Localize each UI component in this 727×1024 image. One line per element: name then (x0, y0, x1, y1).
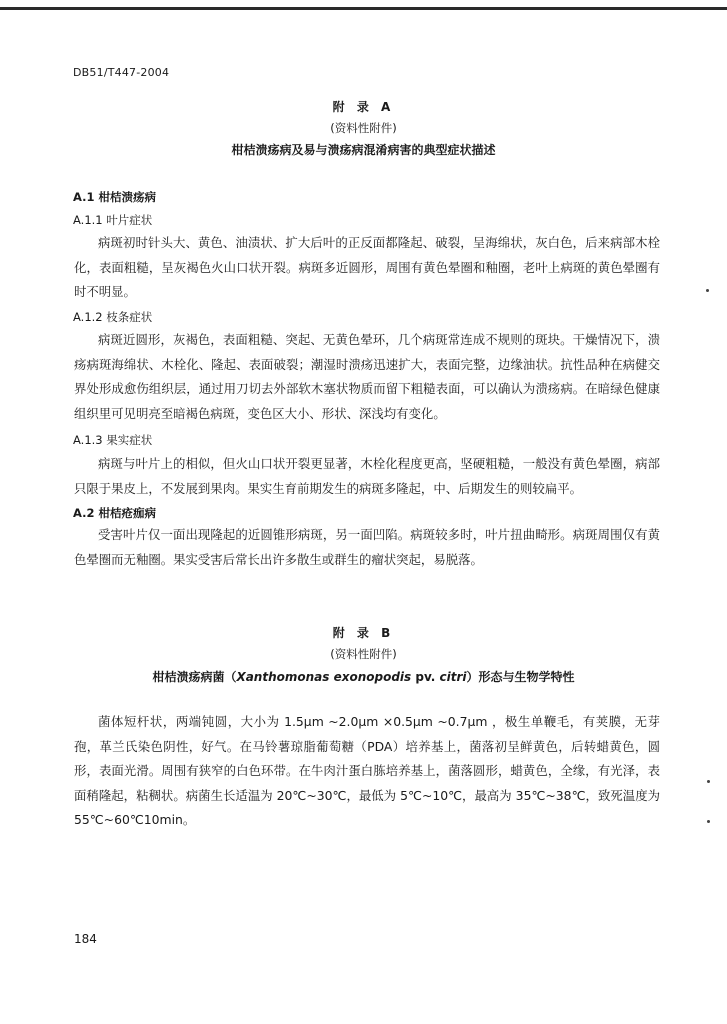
appendix-b-title-citri: citri (439, 670, 467, 684)
appendix-b-note: (资料性附件) (330, 647, 397, 661)
appendix-b-title-prefix: 柑桔溃疡病菌（ (152, 670, 237, 684)
appendix-a-main-title: 柑桔溃疡病及易与溃疡病混淆病害的典型症状描述 (231, 143, 496, 157)
scan-speck (706, 289, 709, 292)
section-a2-heading: A.2 柑桔疮痂病 (73, 506, 156, 520)
appendix-a-note: (资料性附件) (330, 121, 397, 135)
section-a12-paragraph: 病斑近圆形，灰褐色，表面粗糙、突起、无黄色晕环，几个病斑常连成不规则的斑块。干燥情况下，溃疡病斑海绵状、木栓化、隆起、表面破裂；潮湿时溃疡迅速扩大，表面完整，边缘油状。抗性品种在病健交界处形成愈伤组织层，通过用刀切去外部软木塞状物质而留下粗糙表面，可以确认为溃疡病。在暗绿色健康组织里可见明亮至暗褐色病斑，变色区大小、形状、深浅均有变化。 (74, 332, 660, 421)
top-rule (0, 7, 727, 10)
appendix-b-title: 附 录 B (332, 626, 395, 640)
appendix-b-paragraph: 菌体短杆状，两端钝圆，大小为 1.5μm ~2.0μm ×0.5μm ~0.7μm ，极生单鞭毛，有荚膜，无芽孢，革兰氏染色阴性，好气。在马铃薯琼脂葡萄糖（PDA）培养基上，菌落初呈鲜黄色，后转蜡黄色，圆形，表面光滑。周围有狭窄的白色环带。在牛肉汁蛋白胨培养基上，菌落圆形，蜡黄色，全缘，有光泽，表面稍隆起，粘稠状。病菌生长适温为 20℃~30℃，最低为 5℃~10℃，最高为 35℃~38℃，致死温度为 55℃~60℃10min。 (74, 714, 660, 827)
appendix-b-title-pv: pv. (411, 670, 440, 684)
appendix-b-title-latin: Xanthomonas exonopodis (236, 670, 412, 684)
section-a1-heading: A.1 柑桔溃疡病 (73, 190, 156, 204)
section-a12-heading: A.1.2 枝条症状 (73, 310, 153, 324)
section-a13-heading: A.1.3 果实症状 (73, 433, 153, 447)
scan-speck (707, 820, 710, 823)
appendix-b-title-suffix: ）形态与生物学特性 (466, 670, 575, 684)
document-code: DB51/T447-2004 (73, 66, 170, 79)
appendix-a-title: 附 录 A (332, 100, 395, 114)
section-a13-paragraph: 病斑与叶片上的相似，但火山口状开裂更显著，木栓化程度更高，坚硬粗糙，一般没有黄色晕圈，病部只限于果皮上，不发展到果肉。果实生育前期发生的病斑多隆起，中、后期发生的则较扁平。 (74, 456, 660, 496)
section-a11-heading: A.1.1 叶片症状 (73, 213, 153, 227)
scan-speck (707, 780, 710, 783)
page-number: 184 (74, 932, 97, 946)
appendix-b-main-title (0, 668, 727, 685)
section-a11-paragraph: 病斑初时针头大、黄色、油渍状、扩大后叶的正反面都隆起、破裂，呈海绵状，灰白色，后来病部木栓化，表面粗糙，呈灰褐色火山口状开裂。病斑多近圆形，周围有黄色晕圈和釉圈，老叶上病斑的黄色晕圈有时不明显。 (74, 235, 660, 299)
section-a2-paragraph: 受害叶片仅一面出现隆起的近圆锥形病斑，另一面凹陷。病斑较多时，叶片扭曲畸形。病斑周围仅有黄色晕圈而无釉圈。果实受害后常长出许多散生或群生的瘤状突起，易脱落。 (74, 527, 660, 567)
